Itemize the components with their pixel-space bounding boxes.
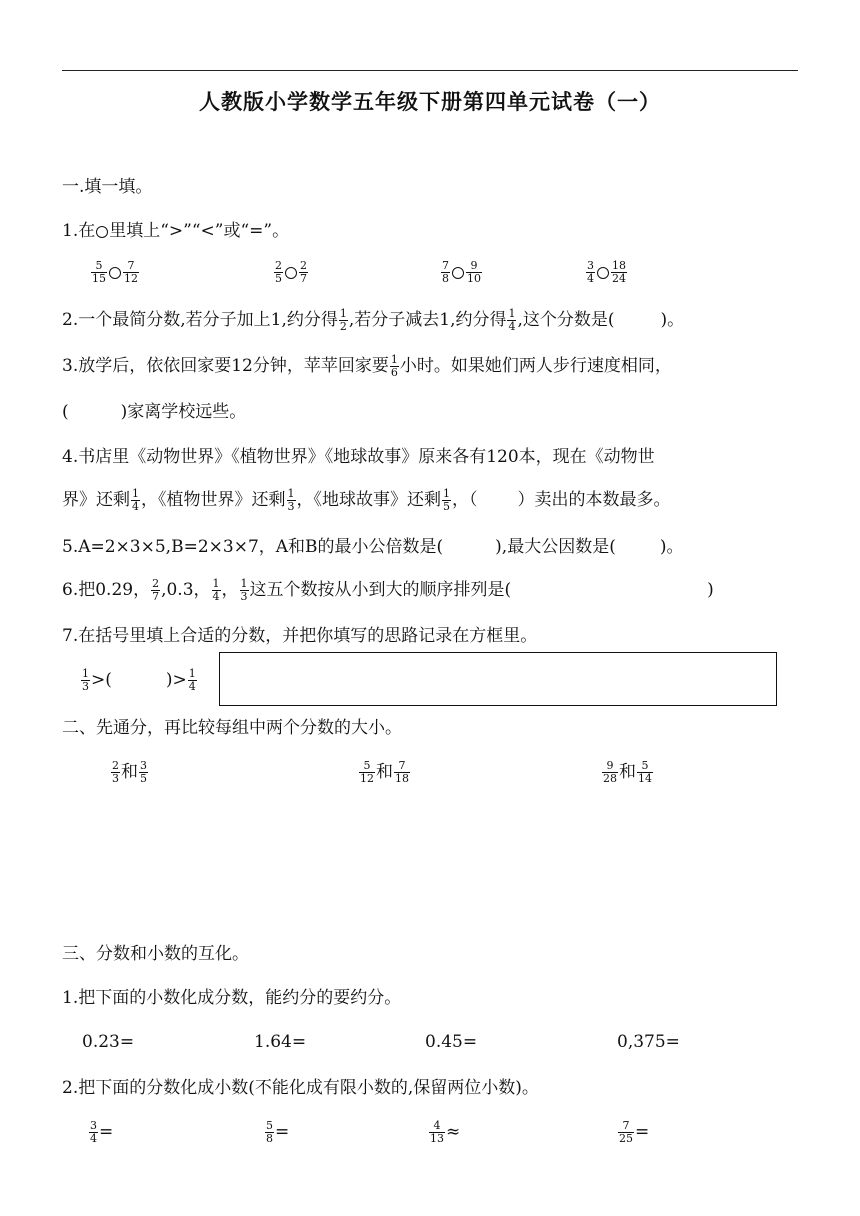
- denominator: 2: [339, 320, 347, 333]
- denominator: 18: [395, 772, 409, 785]
- denominator: 4: [188, 680, 196, 693]
- s3-q2: 2.把下面的分数化成小数(不能化成有限小数的,保留两位小数)。: [62, 1078, 539, 1098]
- q7-expression: [80, 668, 198, 693]
- fraction: [188, 668, 197, 693]
- denominator: 13: [430, 1132, 444, 1145]
- fraction: [466, 260, 482, 285]
- fraction: [265, 1120, 274, 1145]
- q7-text-mid: >(: [91, 670, 112, 690]
- q7-text-end: )>: [165, 670, 187, 690]
- denominator: 8: [442, 272, 449, 285]
- q6-text-5: ): [707, 580, 714, 600]
- numerator: 7: [123, 260, 139, 273]
- fraction-item-1: [88, 1120, 113, 1145]
- fraction: [359, 760, 375, 785]
- decimal-item-1: 0.23=: [82, 1032, 135, 1052]
- numerator: 5: [637, 760, 653, 773]
- q4-text-3: ，《地球故事》还剩: [296, 490, 441, 510]
- q1-pair-2: [273, 260, 309, 285]
- numerator: 1: [287, 487, 295, 500]
- q4-line2: [62, 488, 671, 513]
- numerator: 7: [618, 1120, 634, 1133]
- numerator: 2: [112, 759, 119, 772]
- q3-text-3: )家离学校远些。: [120, 402, 247, 422]
- fraction: [212, 578, 221, 603]
- q5-text-3: )。: [659, 537, 684, 557]
- q4-text-4: ，（: [452, 490, 478, 510]
- q6: [62, 578, 714, 603]
- numerator: 18: [612, 259, 626, 272]
- denominator: 12: [360, 772, 374, 785]
- denominator: 5: [443, 500, 450, 513]
- numerator: 3: [140, 759, 147, 772]
- fraction-item-2: [264, 1120, 289, 1145]
- decimal-item-4: 0,375=: [617, 1032, 680, 1052]
- numerator: 1: [339, 307, 347, 320]
- q4-text-5: ）卖出的本数最多。: [517, 490, 671, 510]
- decimal-item-2: 1.64=: [254, 1032, 307, 1052]
- fraction: [618, 1120, 634, 1145]
- fraction: [429, 1120, 445, 1145]
- compare-circle[interactable]: [452, 267, 464, 279]
- and-word: 和: [619, 762, 636, 782]
- compare-pair-1: [110, 760, 149, 785]
- fraction: [390, 354, 399, 379]
- denominator: 14: [638, 772, 652, 785]
- compare-pair-2: [358, 760, 411, 785]
- numerator: 1: [240, 577, 248, 590]
- approx-sign: ≈: [446, 1122, 461, 1142]
- equals-sign: =: [635, 1122, 650, 1142]
- q7-text: 7.在括号里填上合适的分数，并把你填写的思路记录在方框里。: [62, 626, 538, 646]
- q2-text-4: )。: [660, 310, 685, 330]
- denominator: 24: [612, 272, 626, 285]
- fraction: [299, 260, 308, 285]
- numerator: 1: [132, 487, 139, 500]
- paren-open: (: [62, 402, 69, 422]
- q6-text-2: ,0.3，: [161, 580, 211, 600]
- denominator: 12: [124, 272, 138, 285]
- q3-line2: [62, 400, 246, 424]
- numerator: 4: [429, 1120, 445, 1133]
- q1-pair-4: [585, 260, 628, 285]
- section2-heading: 二、先通分，再比较每组中两个分数的大小。: [62, 718, 402, 738]
- compare-circle[interactable]: [285, 267, 297, 279]
- q5-text-2: ),最大公因数是(: [495, 537, 616, 557]
- q5-text-1: 5.A=2×3×5,B=2×3×7，A和B的最小公倍数是(: [62, 537, 444, 557]
- decimal-item-3: 0.45=: [425, 1032, 478, 1052]
- numerator: 1: [508, 307, 516, 320]
- denominator: 25: [619, 1132, 633, 1145]
- numerator: 1: [82, 667, 89, 680]
- compare-pair-3: [601, 760, 654, 785]
- q4-text-1: 界》还剩: [62, 490, 130, 510]
- s3-q1: 1.把下面的小数化成分数，能约分的要约分。: [62, 988, 402, 1008]
- fraction: [89, 1120, 98, 1145]
- q4-line1: 4.书店里《动物世界》《植物世界》《地球故事》原来各有120本，现在《动物世: [62, 447, 655, 467]
- numerator: 5: [91, 260, 107, 273]
- fraction: [131, 488, 140, 513]
- fraction: [123, 260, 139, 285]
- numerator: 5: [359, 760, 375, 773]
- denominator: 3: [82, 680, 89, 693]
- q6-text-4: 这五个数按从小到大的顺序排列是(: [249, 580, 512, 600]
- numerator: 7: [394, 760, 410, 773]
- fraction: [111, 760, 120, 785]
- denominator: 5: [275, 272, 282, 285]
- fraction: [339, 308, 348, 333]
- numerator: 1: [390, 353, 398, 366]
- q2: [62, 308, 684, 333]
- fraction-item-4: [617, 1120, 649, 1145]
- fraction: [602, 760, 618, 785]
- q3-line1: [62, 354, 672, 379]
- equals-sign: =: [99, 1122, 114, 1142]
- and-word: 和: [376, 762, 393, 782]
- denominator: 10: [467, 272, 481, 285]
- compare-circle[interactable]: [109, 267, 121, 279]
- numerator: 3: [587, 259, 594, 272]
- denominator: 5: [140, 772, 147, 785]
- q2-text-2: ,若分子减去1,约分得: [348, 310, 507, 330]
- denominator: 4: [132, 500, 139, 513]
- denominator: 4: [587, 272, 594, 285]
- section3-heading: 三、分数和小数的互化。: [62, 944, 249, 964]
- q2-text-3: ,这个分数是(: [517, 310, 615, 330]
- numerator: 3: [90, 1119, 97, 1132]
- fraction: [507, 308, 516, 333]
- fraction: [81, 668, 90, 693]
- fraction: [394, 760, 410, 785]
- numerator: 2: [300, 259, 307, 272]
- q3-text-2: 小时。如果她们两人步行速度相同，: [399, 356, 672, 376]
- compare-circle[interactable]: [597, 267, 609, 279]
- q2-text-1: 2.一个最简分数,若分子加上1,约分得: [62, 310, 338, 330]
- fraction: [287, 488, 296, 513]
- q1-pair-1: [90, 260, 140, 285]
- q1-text-pre: 1.在: [62, 221, 96, 241]
- q6-text-3: ，: [221, 580, 239, 600]
- denominator: 4: [90, 1132, 97, 1145]
- fraction: [151, 578, 160, 603]
- denominator: 3: [240, 590, 248, 603]
- q3-text-1: 3.放学后，依依回家要12分钟，苹苹回家要: [62, 356, 389, 376]
- denominator: 4: [508, 320, 516, 333]
- circle-icon: [96, 226, 108, 238]
- page-title: 人教版小学数学五年级下册第四单元试卷（一）: [199, 90, 661, 114]
- numerator: 1: [212, 577, 220, 590]
- fraction: [442, 488, 451, 513]
- numerator: 2: [275, 259, 282, 272]
- reasoning-box[interactable]: [219, 652, 777, 706]
- fraction: [637, 760, 653, 785]
- denominator: 6: [390, 366, 398, 379]
- q1-text-post: 里填上“>”“<”或“=”。: [109, 221, 290, 241]
- numerator: 9: [466, 260, 482, 273]
- and-word: 和: [121, 762, 138, 782]
- fraction: [91, 260, 107, 285]
- denominator: 3: [287, 500, 295, 513]
- fraction: [611, 260, 627, 285]
- numerator: 1: [443, 487, 450, 500]
- fraction: [441, 260, 450, 285]
- numerator: 7: [442, 259, 449, 272]
- denominator: 15: [92, 272, 106, 285]
- q4-text-2: ，《植物世界》还剩: [141, 490, 286, 510]
- denominator: 7: [300, 272, 307, 285]
- equals-sign: =: [275, 1122, 290, 1142]
- numerator: 1: [188, 667, 196, 680]
- numerator: 5: [266, 1119, 273, 1132]
- numerator: 9: [602, 760, 618, 773]
- fraction: [240, 578, 249, 603]
- q1-text: [62, 219, 289, 243]
- numerator: 2: [152, 577, 160, 590]
- section1-heading: 一.填一填。: [62, 177, 153, 197]
- fraction-item-3: [428, 1120, 460, 1145]
- q5: [62, 535, 683, 559]
- fraction: [586, 260, 595, 285]
- fraction: [139, 760, 148, 785]
- fraction: [274, 260, 283, 285]
- denominator: 7: [152, 590, 160, 603]
- denominator: 28: [603, 772, 617, 785]
- denominator: 8: [266, 1132, 273, 1145]
- denominator: 4: [212, 590, 220, 603]
- top-rule: [62, 70, 798, 71]
- q1-pair-3: [440, 260, 483, 285]
- q6-text-1: 6.把0.29，: [62, 580, 151, 600]
- denominator: 3: [112, 772, 119, 785]
